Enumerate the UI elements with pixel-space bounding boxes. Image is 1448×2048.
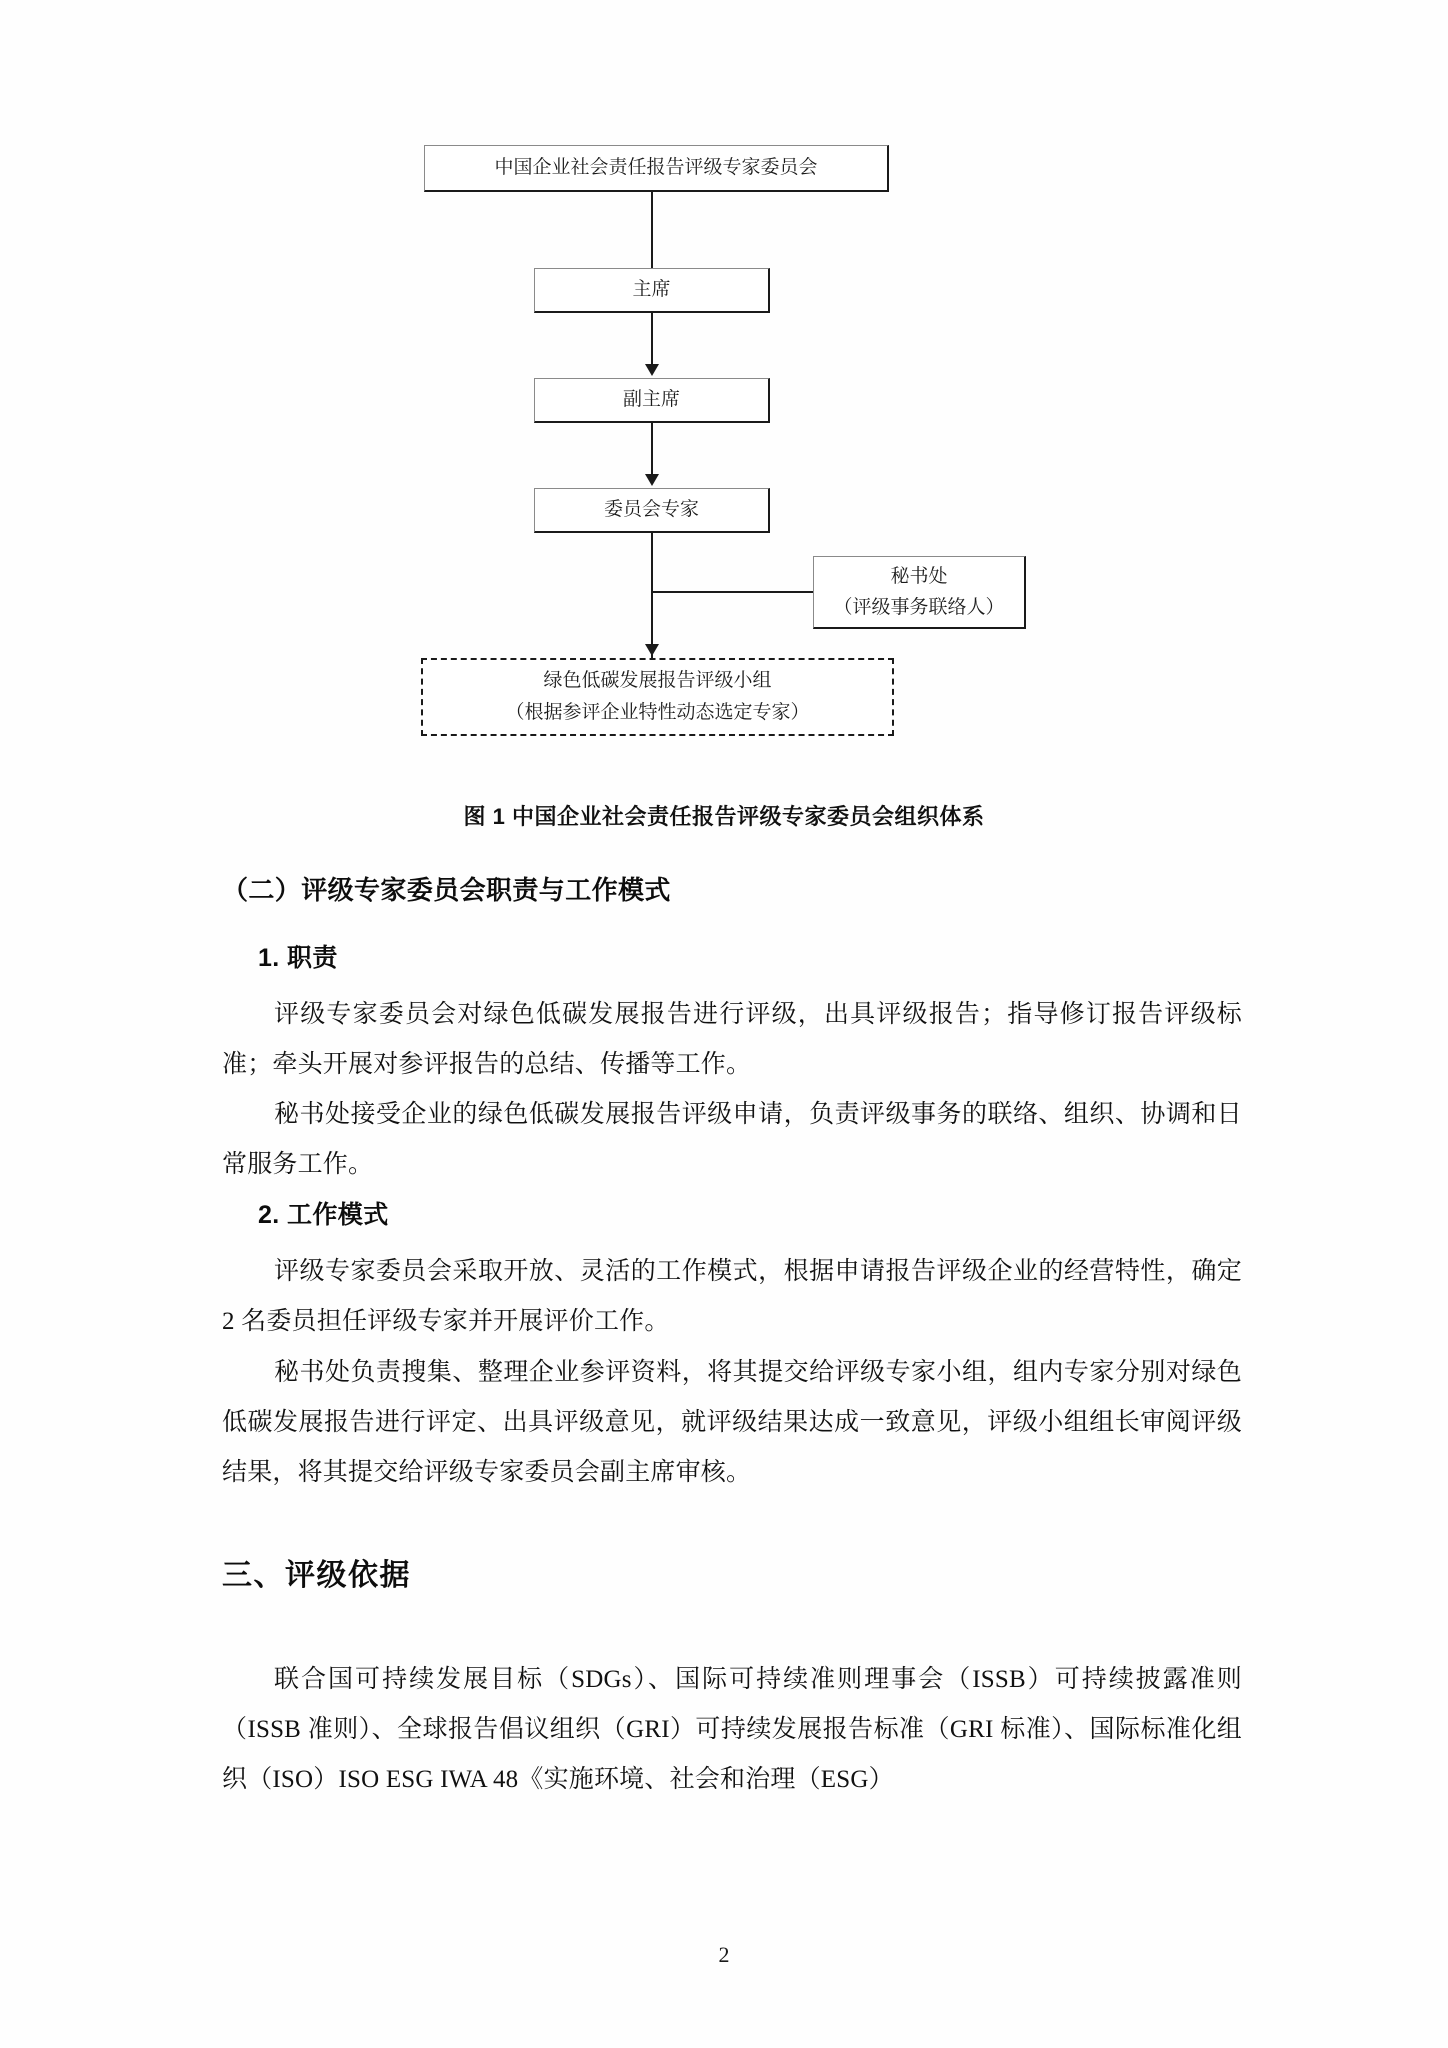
page-number: 2: [718, 1942, 730, 1967]
paragraph-responsibilities: 评级专家委员会对绿色低碳发展报告进行评级，出具评级报告；指导修订报告评级标准；牵头开展对参评报告的总结、传播等工作。: [222, 1001, 1242, 1078]
org-chart-diagram: [0, 120, 1448, 780]
diagram-node-vice-chair-label: 副主席: [622, 389, 680, 411]
diagram-node-rating-group-label: 绿色低碳发展报告评级小组: [543, 669, 772, 691]
paragraph-rating-basis: 联合国可持续发展目标（SDGs）、国际可持续准则理事会（ISSB）可持续披露准则（ISSB 准则）、全球报告倡议组织（GRI）可持续发展报告标准（GRI 标准）、国际标准化组织（ISO）ISO ESG IWA 48《实施环境、社会和治理（ESG）: [222, 1666, 1242, 1793]
connector-committee-to-chair: [651, 192, 653, 268]
diagram-node-secretariat-sublabel: （评级事务联络人）: [833, 596, 1005, 618]
arrowhead-icon-experts-to-group: [645, 644, 659, 656]
diagram-node-secretariat-label: 秘书处: [890, 565, 948, 587]
subsection-heading-work-mode: 2. 工作模式: [258, 1201, 389, 1229]
diagram-node-committee-experts-label: 委员会专家: [603, 499, 699, 521]
diagram-node-vice-chair: [534, 378, 770, 423]
connector-experts-to-secretariat: [651, 591, 814, 593]
paragraph-rating-process: 秘书处负责搜集、整理企业参评资料，将其提交给评级专家小组，组内专家分别对绿色低碳发展报告进行评定、出具评级意见，就评级结果达成一致意见，评级小组组长审阅评级结果，将其提交给评级专家委员会副主席审核。: [222, 1359, 1242, 1486]
section-heading-duties: （二）评级专家委员会职责与工作模式: [222, 875, 671, 905]
diagram-node-chair: [534, 268, 770, 313]
diagram-node-committee-experts: [534, 488, 770, 533]
paragraph-work-mode: 评级专家委员会采取开放、灵活的工作模式，根据申请报告评级企业的经营特性，确定 2 名委员担任评级专家并开展评价工作。: [222, 1258, 1242, 1335]
diagram-node-secretariat: [813, 556, 1026, 629]
figure-caption: 图 1 中国企业社会责任报告评级专家委员会组织体系: [463, 804, 985, 829]
diagram-node-rating-group-sublabel: （根据参评企业特性动态选定专家）: [505, 702, 810, 723]
section-heading-rating-basis: 三、评级依据: [222, 1559, 411, 1592]
diagram-node-rating-group: [421, 658, 894, 736]
connector-vicechair-to-experts: [651, 423, 653, 476]
paragraph-secretariat: 秘书处接受企业的绿色低碳发展报告评级申请，负责评级事务的联络、组织、协调和日常服务工作。: [222, 1101, 1242, 1178]
arrowhead-icon-vicechair-to-experts: [645, 474, 659, 486]
arrowhead-icon-chair-to-vicechair: [645, 364, 659, 376]
connector-chair-to-vicechair: [651, 313, 653, 366]
subsection-heading-responsibilities: 1. 职责: [258, 944, 338, 972]
connector-experts-to-group: [651, 533, 653, 658]
diagram-node-chair-label: 主席: [632, 279, 671, 301]
diagram-node-committee-label: 中国企业社会责任报告评级专家委员会: [494, 157, 818, 179]
diagram-node-committee: [424, 145, 889, 192]
